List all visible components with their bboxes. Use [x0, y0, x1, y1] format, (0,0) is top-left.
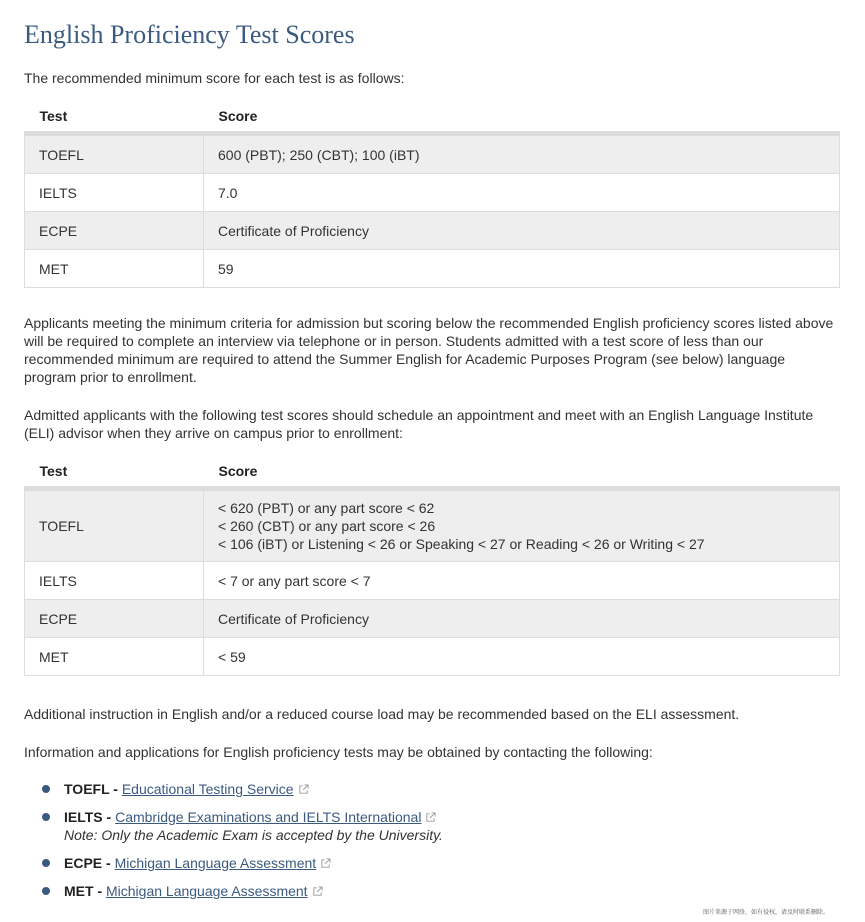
contact-link[interactable]: Michigan Language Assessment: [106, 883, 308, 899]
contact-link[interactable]: Cambridge Examinations and IELTS International: [115, 809, 422, 825]
list-item: [24, 854, 331, 872]
contact-note: Note: Only the Academic Exam is accepted by the University.: [64, 827, 443, 843]
list-item: [24, 780, 309, 798]
score-cell: < 7 or any part score < 7: [204, 562, 840, 600]
external-link-icon: [320, 858, 331, 869]
watermark-text: 图片来源于网络，如有侵权，请及时联系删除。: [702, 910, 829, 916]
score-cell: [204, 489, 840, 562]
table-row: [25, 562, 840, 600]
page-title: English Proficiency Test Scores: [24, 20, 355, 49]
column-header-test: Test: [25, 100, 204, 134]
score-cell: Certificate of Proficiency: [204, 212, 840, 250]
table-row: [25, 212, 840, 250]
minimum-scores-table: [24, 100, 840, 288]
information-paragraph: Information and applications for English proficiency tests may be obtained by contacting the following:: [24, 744, 653, 760]
table-row: [25, 250, 840, 288]
score-line: < 620 (PBT) or any part score < 62: [218, 500, 435, 516]
contact-link[interactable]: Educational Testing Service: [121, 781, 294, 797]
list-item: [24, 808, 443, 844]
list-item: [24, 882, 323, 900]
contact-label: MET -: [64, 883, 103, 899]
bullet-icon: [42, 887, 50, 895]
score-cell: 600 (PBT); 250 (CBT); 100 (iBT): [204, 134, 840, 174]
score-cell: Certificate of Proficiency: [204, 600, 840, 638]
test-cell: ECPE: [25, 212, 204, 250]
table-row: [25, 489, 840, 562]
eli-paragraph: Admitted applicants with the following test scores should schedule an appointment and meet with an English Language Institute (ELI) advisor when they arrive on campus prior to enrollment:: [24, 407, 814, 441]
interview-paragraph: Applicants meeting the minimum criteria for admission but scoring below the recommended English proficiency scores listed above will be required to complete an interview via telephone or in person. Students admitted with a test score of less than our recommended minimum are required to attend the Summer English for Academic Purposes Program (see below) language program prior to enrollment.: [24, 315, 834, 385]
test-cell: MET: [25, 250, 204, 288]
column-header-test: Test: [25, 455, 204, 489]
score-line: < 260 (CBT) or any part score < 26: [218, 518, 436, 534]
table-row: [25, 638, 840, 676]
bullet-icon: [42, 785, 50, 793]
test-cell: TOEFL: [25, 134, 204, 174]
test-cell: IELTS: [25, 562, 204, 600]
eli-scores-table: [24, 455, 840, 676]
test-cell: ECPE: [25, 600, 204, 638]
additional-paragraph: Additional instruction in English and/or a reduced course load may be recommended based on the ELI assessment.: [24, 706, 740, 722]
bullet-icon: [42, 859, 50, 867]
table-row: [25, 174, 840, 212]
contact-label: IELTS -: [64, 809, 112, 825]
contact-link[interactable]: Michigan Language Assessment: [114, 855, 317, 871]
table-row: [25, 134, 840, 174]
score-line: < 106 (iBT) or Listening < 26 or Speaking < 27 or Reading < 26 or Writing < 27: [218, 536, 705, 552]
external-link-icon: [298, 784, 309, 795]
test-cell: IELTS: [25, 174, 204, 212]
column-header-score: Score: [204, 455, 840, 489]
external-link-icon: [312, 886, 323, 897]
score-cell: 59: [204, 250, 840, 288]
external-link-icon: [425, 812, 436, 823]
score-cell: 7.0: [204, 174, 840, 212]
test-cell: TOEFL: [25, 489, 204, 562]
contact-label: ECPE -: [64, 855, 111, 871]
contact-label: TOEFL -: [64, 781, 118, 797]
score-cell: < 59: [204, 638, 840, 676]
table-row: [25, 600, 840, 638]
bullet-icon: [42, 813, 50, 821]
test-cell: MET: [25, 638, 204, 676]
intro-text: The recommended minimum score for each test is as follows:: [24, 70, 405, 86]
column-header-score: Score: [204, 100, 840, 134]
